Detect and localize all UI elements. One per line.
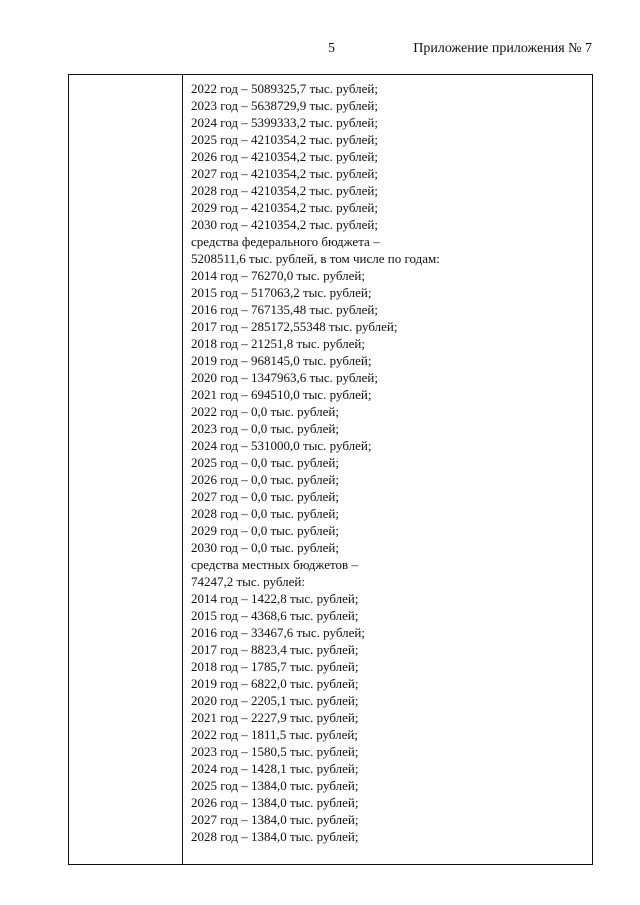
funding-line: 2018 год – 21251,8 тыс. рублей; xyxy=(191,336,365,351)
funding-line: 2025 год – 1384,0 тыс. рублей; xyxy=(191,778,359,793)
funding-line: 2019 год – 6822,0 тыс. рублей; xyxy=(191,676,359,691)
funding-line: 2022 год – 0,0 тыс. рублей; xyxy=(191,404,339,419)
funding-line: 2014 год – 76270,0 тыс. рублей; xyxy=(191,268,365,283)
funding-line: 2030 год – 4210354,2 тыс. рублей; xyxy=(191,217,378,232)
funding-line: 2022 год – 5089325,7 тыс. рублей; xyxy=(191,81,378,96)
funding-line: 2015 год – 517063,2 тыс. рублей; xyxy=(191,285,372,300)
funding-line: 2030 год – 0,0 тыс. рублей; xyxy=(191,540,339,555)
funding-line: 74247,2 тыс. рублей: xyxy=(191,574,305,589)
funding-line: 2027 год – 4210354,2 тыс. рублей; xyxy=(191,166,378,181)
funding-line: 2025 год – 4210354,2 тыс. рублей; xyxy=(191,132,378,147)
funding-line: 2026 год – 1384,0 тыс. рублей; xyxy=(191,795,359,810)
funding-line: средства федерального бюджета – xyxy=(191,234,380,249)
funding-line: 2017 год – 285172,55348 тыс. рублей; xyxy=(191,319,398,334)
funding-line: 2014 год – 1422,8 тыс. рублей; xyxy=(191,591,359,606)
funding-line: 2023 год – 5638729,9 тыс. рублей; xyxy=(191,98,378,113)
funding-line: 2023 год – 1580,5 тыс. рублей; xyxy=(191,744,359,759)
funding-line: 2024 год – 5399333,2 тыс. рублей; xyxy=(191,115,378,130)
funding-line: 2020 год – 1347963,6 тыс. рублей; xyxy=(191,370,378,385)
appendix-label: Приложение приложения № 7 xyxy=(413,41,592,56)
funding-line: 2019 год – 968145,0 тыс. рублей; xyxy=(191,353,372,368)
funding-line: 2021 год – 2227,9 тыс. рублей; xyxy=(191,710,359,725)
funding-line: 5208511,6 тыс. рублей, в том числе по годам: xyxy=(191,251,440,266)
funding-details-column xyxy=(191,80,588,845)
funding-line: 2020 год – 2205,1 тыс. рублей; xyxy=(191,693,359,708)
funding-line: 2028 год – 0,0 тыс. рублей; xyxy=(191,506,339,521)
funding-line: 2017 год – 8823,4 тыс. рублей; xyxy=(191,642,359,657)
funding-line: средства местных бюджетов – xyxy=(191,557,358,572)
funding-line: 2016 год – 767135,48 тыс. рублей; xyxy=(191,302,378,317)
funding-line: 2028 год – 4210354,2 тыс. рублей; xyxy=(191,183,378,198)
funding-line: 2016 год – 33467,6 тыс. рублей; xyxy=(191,625,365,640)
funding-line: 2025 год – 0,0 тыс. рублей; xyxy=(191,455,339,470)
document-table xyxy=(68,74,593,865)
funding-line: 2021 год – 694510,0 тыс. рублей; xyxy=(191,387,372,402)
table-column-divider xyxy=(182,75,183,864)
funding-line: 2018 год – 1785,7 тыс. рублей; xyxy=(191,659,359,674)
funding-line: 2022 год – 1811,5 тыс. рублей; xyxy=(191,727,358,742)
funding-line: 2029 год – 0,0 тыс. рублей; xyxy=(191,523,339,538)
funding-line: 2023 год – 0,0 тыс. рублей; xyxy=(191,421,339,436)
funding-line: 2026 год – 0,0 тыс. рублей; xyxy=(191,472,339,487)
funding-line: 2024 год – 1428,1 тыс. рублей; xyxy=(191,761,359,776)
funding-line: 2028 год – 1384,0 тыс. рублей; xyxy=(191,829,359,844)
funding-line: 2024 год – 531000,0 тыс. рублей; xyxy=(191,438,372,453)
funding-line: 2027 год – 1384,0 тыс. рублей; xyxy=(191,812,359,827)
funding-line: 2015 год – 4368,6 тыс. рублей; xyxy=(191,608,359,623)
funding-line: 2027 год – 0,0 тыс. рублей; xyxy=(191,489,339,504)
funding-line: 2029 год – 4210354,2 тыс. рублей; xyxy=(191,200,378,215)
page-number: 5 xyxy=(328,41,335,56)
funding-line: 2026 год – 4210354,2 тыс. рублей; xyxy=(191,149,378,164)
